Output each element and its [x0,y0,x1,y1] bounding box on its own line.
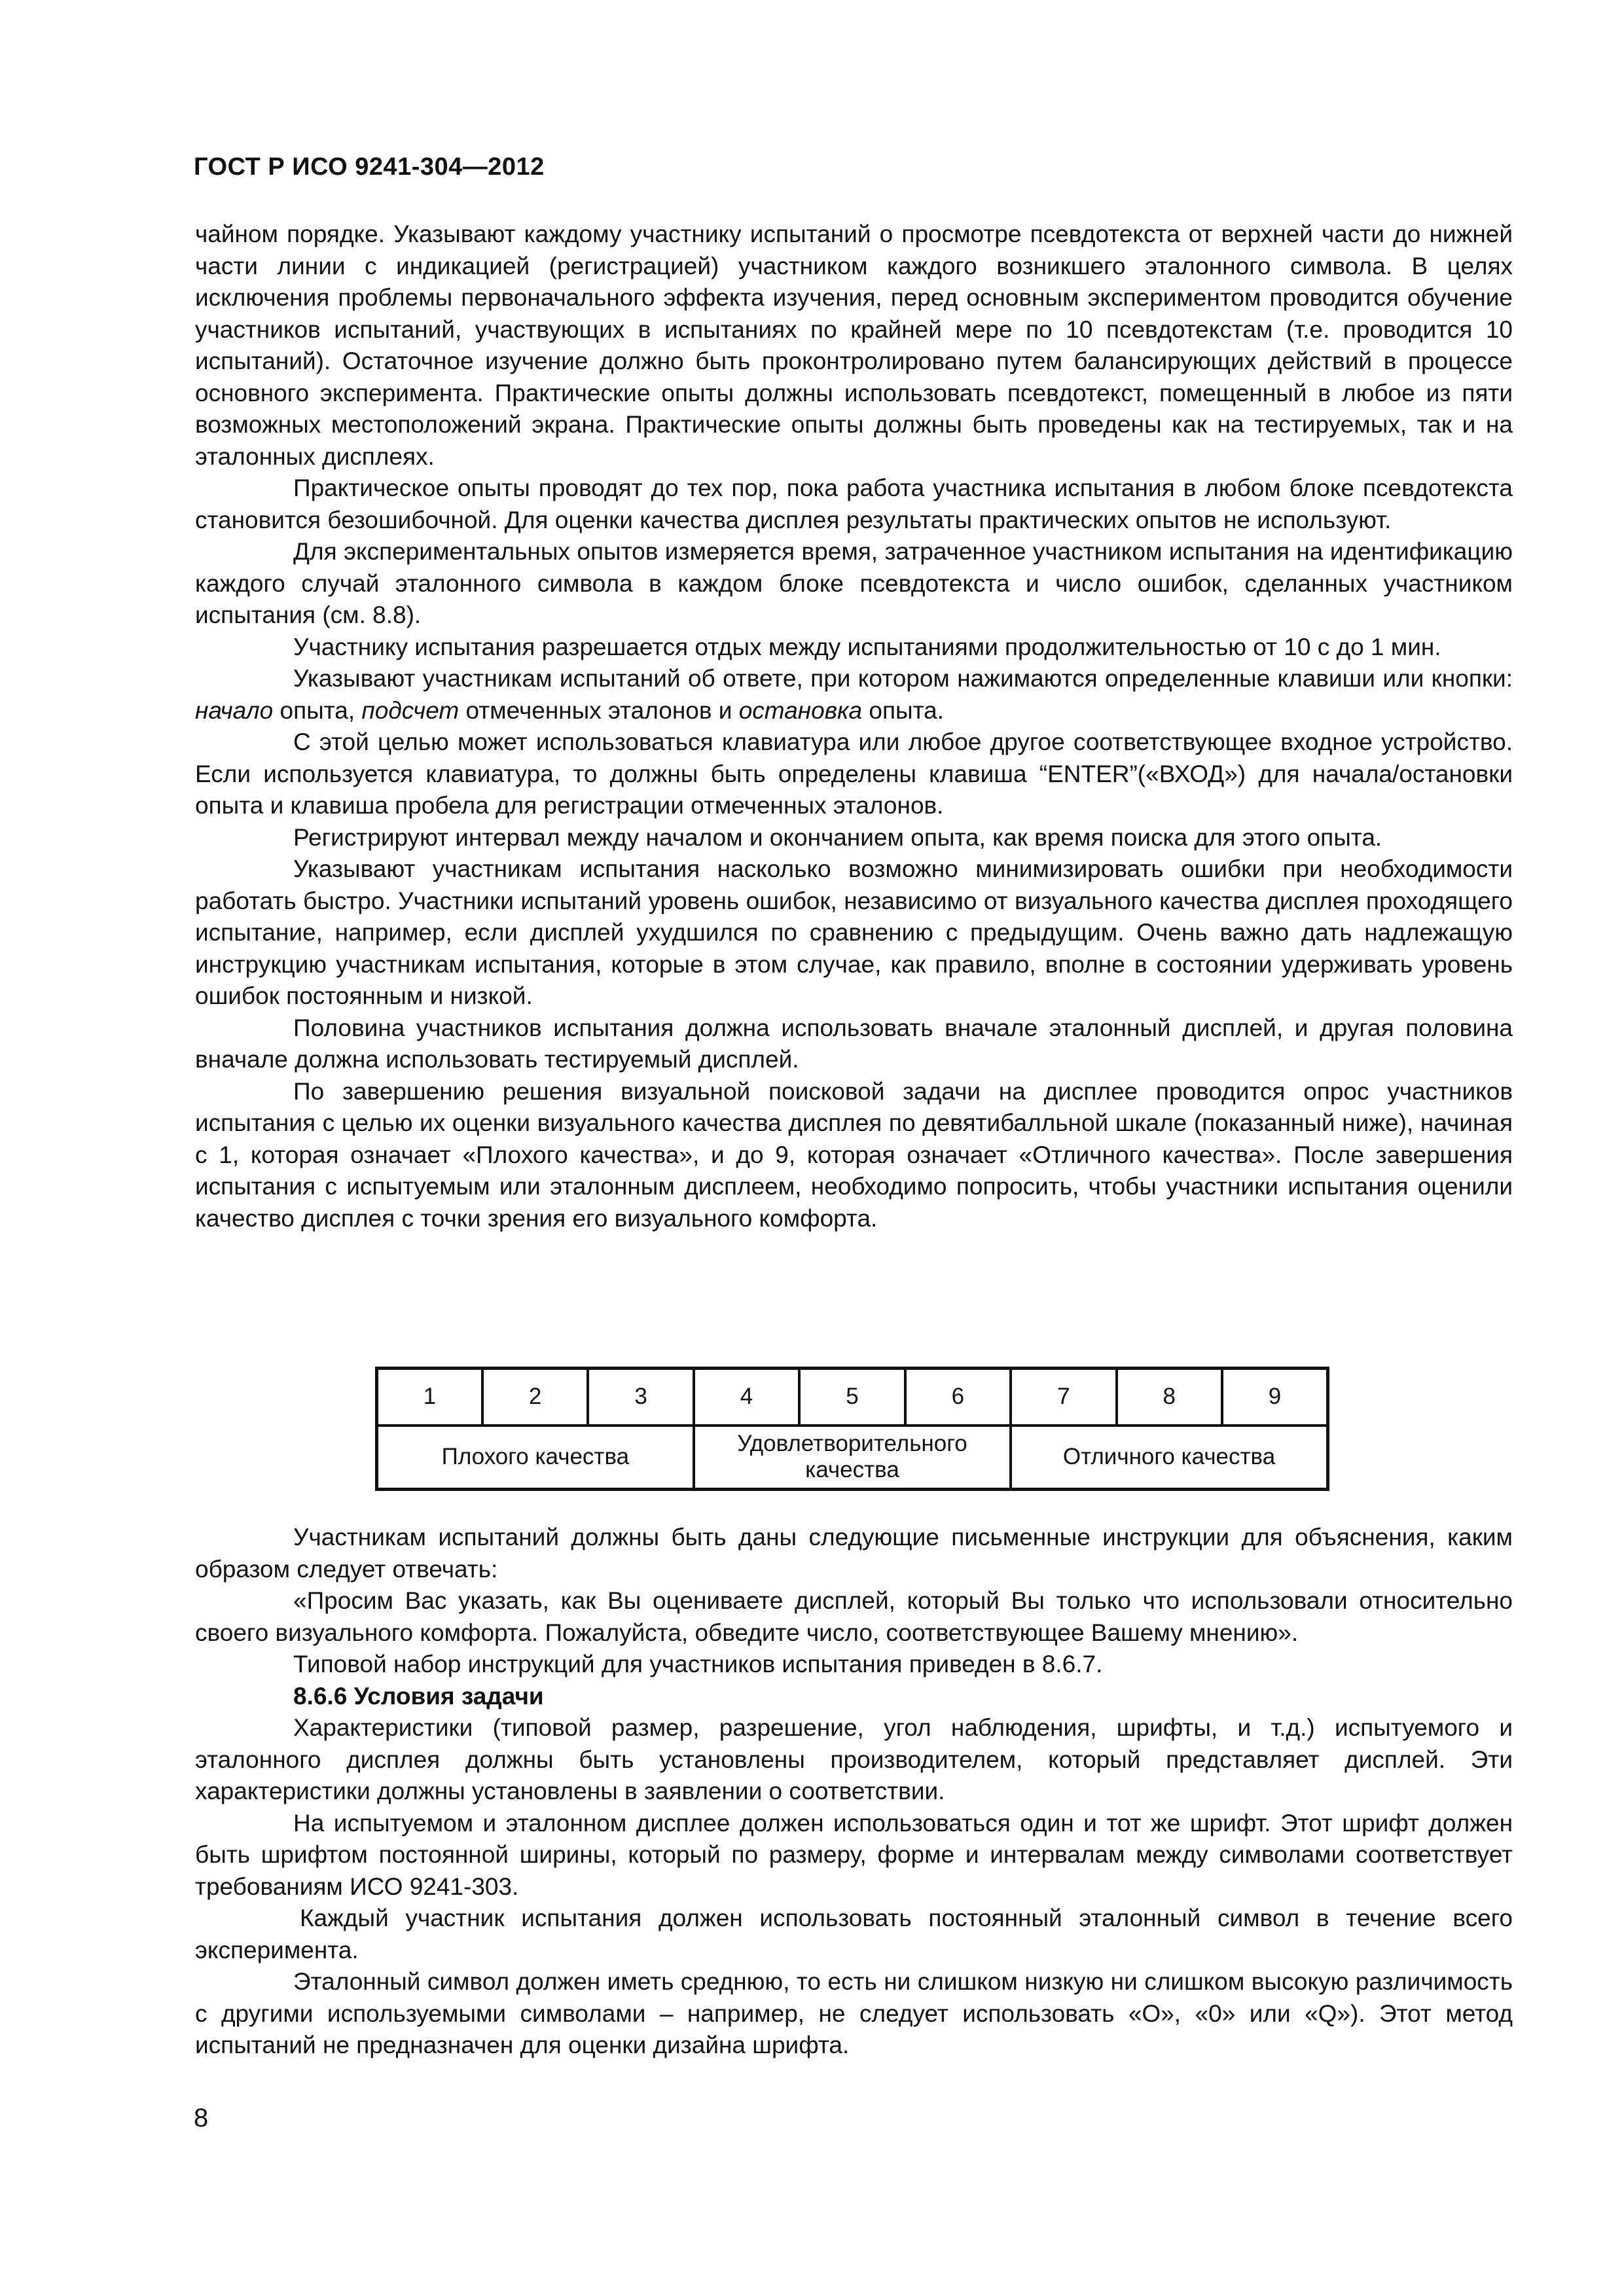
page-number: 8 [194,2104,209,2132]
paragraph: Участникам испытаний должны быть даны следующие письменные инструкции для объяснения, каким образом следует отвечать: [195,1524,1513,1583]
scale-number: 9 [1222,1369,1328,1426]
scale-number: 7 [1011,1369,1116,1426]
subsection-heading: 8.6.6 Условия задачи [293,1682,544,1710]
paragraph: Указывают участникам испытания насколько возможно минимизировать ошибки при необходимости работать быстро. Участники испытаний уровень ошибок, независимо от визуального качества дисплея проходящего испытание, например, если дисплей ухудшился по сравнению с предыдущим. Очень важно дать надлежащую инструкцию участникам испытания, которые в этом случае, как правило, вполне в состоянии удерживать уровень ошибок постоянным и низкой. [195,855,1513,1009]
paragraph: Характеристики (типовой размер, разрешение, угол наблюдения, шрифты, и т.д.) испытуемого и эталонного дисплея должны быть установлены производителем, который представляет дисплей. Эти характеристики должны установлены в заявлении о соответствии. [195,1714,1513,1804]
keys-text: опыта. [862,696,944,724]
paragraph: Каждый участник испытания должен использовать постоянный эталонный символ в течение всего эксперимента. [195,1905,1513,1964]
scale-label-satisfactory: Удовлетворительного качества [694,1426,1011,1490]
paragraph-keys [195,663,1513,726]
keys-intro: Указывают участникам испытаний об ответе, при котором нажимаются определенные клавиши или кнопки: [293,665,1513,692]
scale-number: 2 [482,1369,588,1426]
scale-number: 8 [1117,1369,1222,1426]
paragraph: чайном порядке. Указывают каждому участнику испытаний о просмотре псевдотекста от верхней части до нижней части линии с индикацией (регистрацией) участником каждого возникшего эталонного символа. В целях исключения проблемы первоначального эффекта изучения, перед основным экспериментом проводится обучение участников испытаний, участвующих в испытаниях по крайней мере по 10 псевдотекстам (т.е. проводится 10 испытаний). Остаточное изучение должно быть проконтролировано путем балансирующих действий в процессе основного эксперимента. Практические опыты должны использовать псевдотекст, помещенный в любое из пяти возможных местоположений экрана. Практические опыты должны быть проведены как на тестируемых, так и на эталонных дисплеях. [195,221,1513,470]
paragraph: С этой целью может использоваться клавиатура или любое другое соответствующее входное устройство. Если используется клавиатура, то должны быть определены клавиша “ENTER”(«ВХОД») для начала/остановки опыта и клавиша пробела для регистрации отмеченных эталонов. [195,728,1513,819]
scale-number: 3 [588,1369,693,1426]
paragraph: Участнику испытания разрешается отдых между испытаниями продолжительностью от 10 с до 1 мин. [293,633,1441,660]
paragraph: Типовой набор инструкций для участников испытания приведен в 8.6.7. [293,1651,1103,1677]
paragraph: На испытуемом и эталонном дисплее должен использоваться один и тот же шрифт. Этот шрифт должен быть шрифтом постоянной ширины, который по размеру, форме и интервалам между символами соответствует требованиям ИСО 9241-303. [195,1809,1513,1900]
scale-number: 6 [905,1369,1011,1426]
scale-numbers-row [377,1369,1328,1426]
keys-text: отмеченных эталонов и [459,696,739,724]
paragraph: По завершению решения визуальной поисковой задачи на дисплее проводится опрос участников испытания с целью их оценки визуального качества дисплея по девятибалльной шкале (показанный ниже), начиная с 1, которая означает «Плохого качества», и до 9, которая означает «Отличного качества». После завершения испытания с испытуемым или эталонным дисплеем, необходимо попросить, чтобы участники испытания оценили качество дисплея с точки зрения его визуального комфорта. [195,1077,1513,1232]
term-count: подсчет [361,696,460,724]
scale-number: 1 [377,1369,482,1426]
scale-label-excellent: Отличного качества [1011,1426,1327,1490]
scale-number: 4 [694,1369,799,1426]
paragraph: Для экспериментальных опытов измеряется время, затраченное участником испытания на идентификацию каждого случай эталонного символа в каждом блоке псевдотекста и число ошибок, сделанных участником испытания (см. 8.8). [195,538,1513,628]
text-block-bottom [195,1522,1513,2062]
text-block-top [195,219,1513,1234]
keys-text: опыта, [273,696,362,724]
paragraph-quote: «Просим Вас указать, как Вы оцениваете дисплей, который Вы только что использовали относительно своего визуального комфорта. Пожалуйста, обведите число, соответствующее Вашему мнению». [195,1587,1513,1646]
rating-scale-table [375,1367,1329,1491]
paragraph: Регистрируют интервал между началом и окончанием опыта, как время поиска для этого опыта. [293,823,1382,851]
paragraph: Практическое опыты проводят до тех пор, пока работа участника испытания в любом блоке псевдотекста становится безошибочной. Для оценки качества дисплея результаты практических опытов не используют. [195,475,1513,533]
document-header: ГОСТ Р ИСО 9241-304—2012 [194,153,545,181]
term-start: начало [195,696,274,724]
scale-labels-row [377,1426,1328,1490]
term-stop: остановка [738,696,863,724]
paragraph: Эталонный символ должен иметь среднюю, то есть ни слишком низкую ни слишком высокую различимость с другими используемыми символами – например, не следует использовать «О», «0» или «Q»). Этот метод испытаний не предназначен для оценки дизайна шрифта. [195,1968,1513,2058]
scale-number: 5 [799,1369,905,1426]
paragraph: Половина участников испытания должна использовать вначале эталонный дисплей, и другая половина вначале должна использовать тестируемый дисплей. [195,1014,1513,1073]
scale-label-poor: Плохого качества [377,1426,694,1490]
